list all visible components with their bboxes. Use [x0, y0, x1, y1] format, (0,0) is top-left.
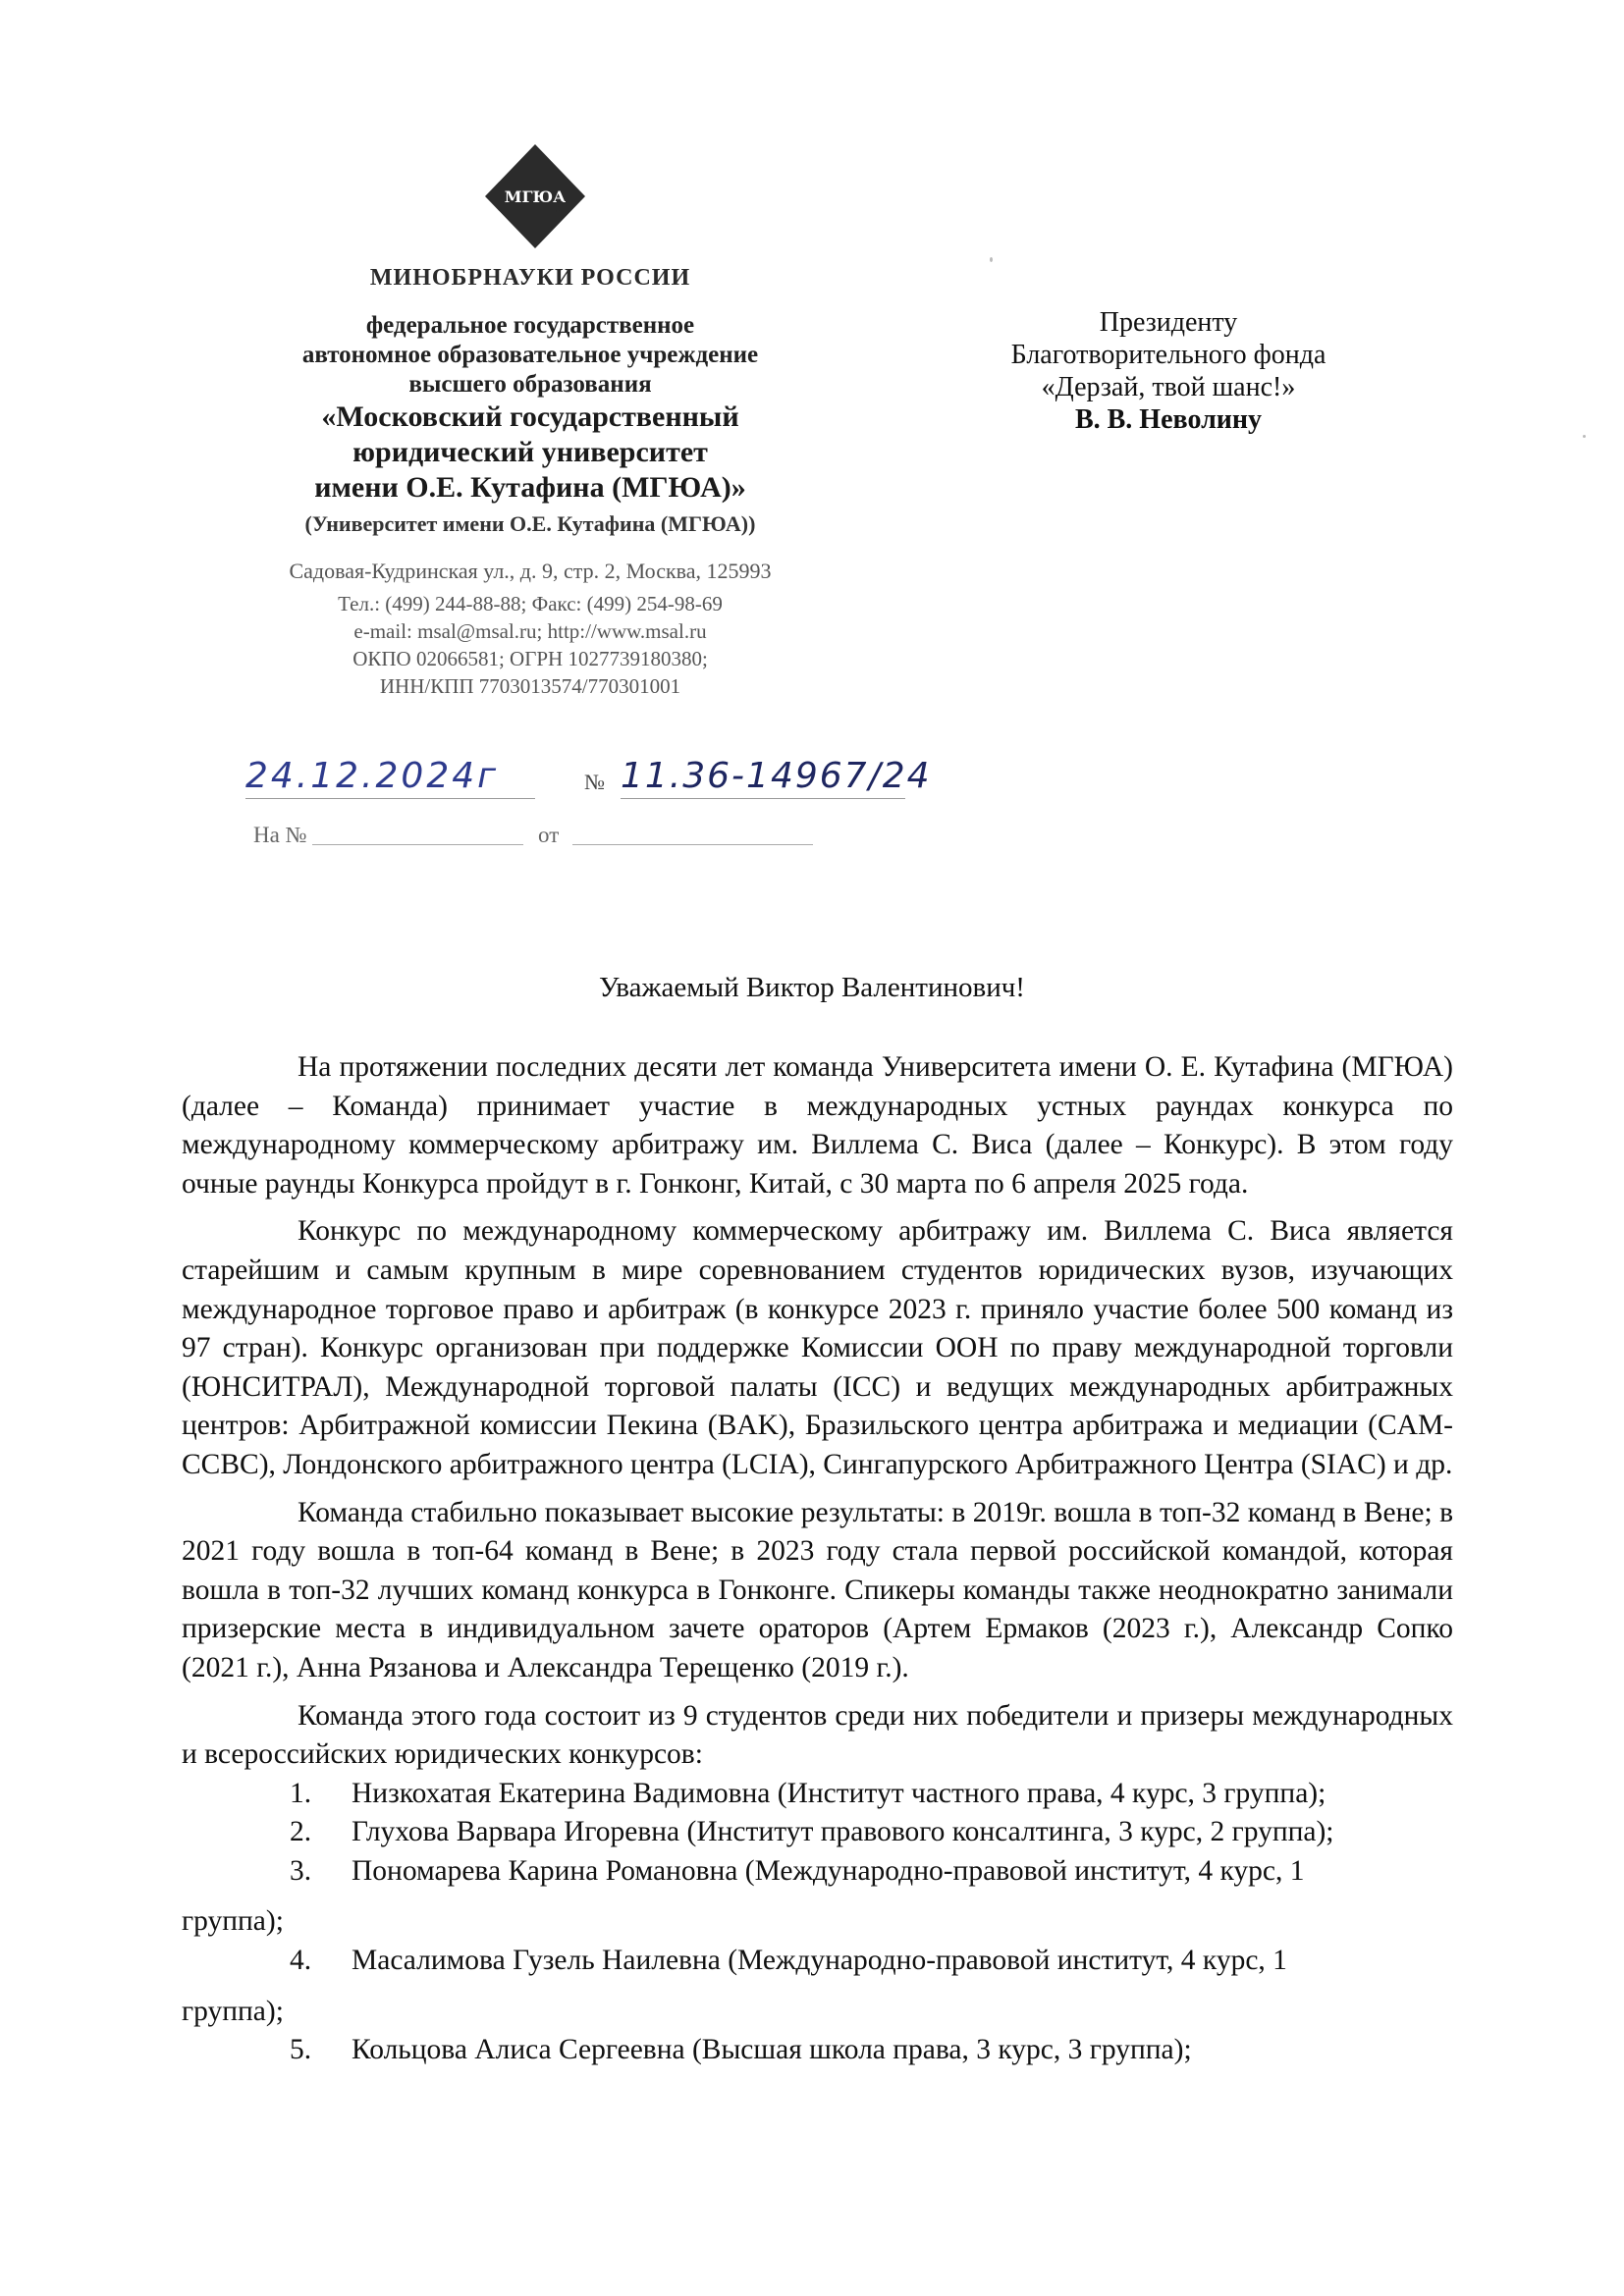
reference-number-blank	[312, 844, 523, 845]
list-text-continued: группа);	[182, 1905, 284, 1938]
paragraph-results: Команда стабильно показывает высокие результаты: в 2019г. вошла в топ-32 команд в Вене; в 2021 году вошла в топ-64 команд в Вене; в 2023 году стала первой российской командой, которая вошла в топ-32 лучших команд конкурса в Гонконге. Спикеры команды также неоднократно занимали призерские места в индивидуальном зачете ораторов (Артем Ермаков (2023 г.), Александр Сопко (2021 г.), Анна Рязанова и Александра Терещенко (2019 г.).	[182, 1496, 1453, 1683]
registration-date: 24.12.2024г	[245, 756, 535, 799]
list-number: 4.	[290, 1945, 312, 1977]
list-number: 2.	[290, 1816, 312, 1848]
registration-line	[245, 756, 932, 805]
org-name-line: «Московский государственный	[321, 400, 739, 433]
team-list	[182, 1775, 1453, 2070]
org-name-line: юридический университет	[352, 436, 708, 468]
list-number: 1.	[290, 1777, 312, 1809]
list-text: Низкохатая Екатерина Вадимовна (Институт частного права, 4 курс, 3 группа);	[352, 1777, 1326, 1809]
org-address: Садовая-Кудринская ул., д. 9, стр. 2, Москва, 125993	[289, 559, 772, 583]
paragraph-competition: Конкурс по международному коммерческому арбитражу им. Виллема С. Виса является старейшим и самым крупным в мире соревнованием студентов юридических вузов, изучающих международное торговое право и арбитраж (в конкурсе 2023 г. приняло участие более 500 команд из 97 стран). Конкурс организован при поддержке Комиссии ООН по праву международной торговли (ЮНСИТРАЛ), Международной торговой палаты (ICC) и ведущих международных арбитражных центров: Арбитражной комиссии Пекина (BAK), Бразильского центра арбитража и медиации (CAM-CCBC), Лондонского арбитражного центра (LCIA), Сингапурского Арбитражного Центра (SIAC) и др.	[182, 1215, 1453, 1480]
registration-number: 11.36-14967/24	[621, 756, 905, 799]
list-text-continued: группа);	[182, 1995, 284, 2027]
org-line: автономное образовательное учреждение	[301, 342, 759, 368]
org-short-name: (Университет имени О.Е. Кутафина (МГЮА))	[304, 511, 756, 536]
university-logo-icon	[481, 142, 589, 250]
salutation: Уважаемый Виктор Валентинович!	[599, 972, 1025, 1003]
org-contacts	[196, 590, 864, 700]
reference-date-label: от	[538, 823, 560, 847]
inn-kpp: ИНН/КПП 7703013574/770301001	[379, 674, 681, 698]
paragraph-team: Команда этого года состоит из 9 студентов среди них победители и призеры международных и всероссийских юридических конкурсов:	[182, 1699, 1453, 1771]
org-type	[196, 311, 864, 400]
list-text: Пономарева Карина Романовна (Международно-правовой институт, 4 курс, 1	[352, 1854, 1305, 1887]
reference-date-blank	[572, 844, 813, 845]
list-text: Кольцова Алиса Сергеевна (Высшая школа права, 3 курс, 3 группа);	[352, 2034, 1192, 2066]
list-item	[182, 2031, 1453, 2070]
list-number: 3.	[290, 1854, 312, 1887]
list-item	[182, 1813, 1453, 1852]
addressee-block	[962, 306, 1375, 436]
list-text: Глухова Варвара Игоревна (Институт правового консалтинга, 3 курс, 2 группа);	[352, 1816, 1334, 1848]
list-item	[182, 1775, 1453, 1814]
org-name	[196, 400, 864, 506]
addressee-line: «Дерзай, твой шанс!»	[1041, 372, 1296, 402]
ministry-name: МИНОБРНАУКИ РОССИИ	[369, 265, 691, 291]
letterhead	[196, 257, 864, 700]
list-text: Масалимова Гузель Наилевна (Международно-правовой институт, 4 курс, 1	[352, 1945, 1287, 1977]
org-line: высшего образования	[408, 371, 652, 398]
list-item	[182, 1942, 1453, 2031]
scan-speck	[990, 257, 993, 262]
paragraph-intro: На протяжении последних десяти лет команда Университета имени О. Е. Кутафина (МГЮА) (далее – Команда) принимает участие в международных устных раундах конкурса по международному коммерческому арбитражу им. Виллема С. Виса (далее – Конкурс). В этом году очные раунды Конкурса пройдут в г. Гонконг, Китай, с 30 марта по 6 апреля 2025 года.	[182, 1051, 1453, 1200]
list-item	[182, 1852, 1453, 1942]
logo-text: МГЮА	[504, 187, 567, 206]
list-number: 5.	[290, 2034, 312, 2066]
org-line: федеральное государственное	[365, 312, 695, 339]
org-name-line: имени О.Е. Кутафина (МГЮА)»	[314, 471, 746, 504]
email-web: e-mail: msal@msal.ru; http://www.msal.ru	[353, 619, 707, 643]
reference-number-label: На №	[253, 823, 307, 847]
scan-speck	[1583, 435, 1586, 438]
okpo-ogrn: ОКПО 02066581; ОГРН 1027739180380;	[352, 647, 708, 670]
addressee-name: В. В. Неволину	[1074, 404, 1263, 435]
phone-fax: Тел.: (499) 244-88-88; Факс: (499) 254-98-69	[338, 592, 723, 615]
addressee-line: Президенту	[1099, 307, 1238, 338]
registration-number-label: №	[584, 770, 605, 794]
addressee-line: Благотворительного фонда	[1010, 340, 1326, 370]
letter-body	[182, 1048, 1453, 2070]
